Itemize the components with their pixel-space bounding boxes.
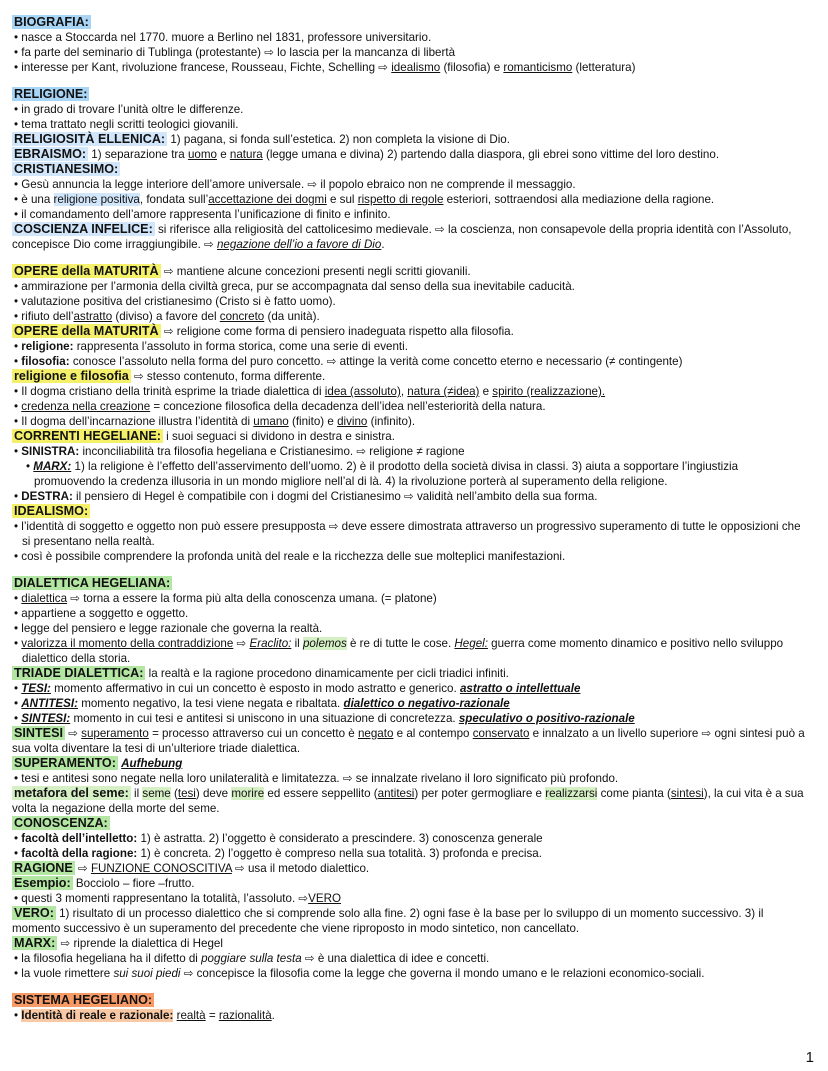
heading-conoscenza: CONOSCENZA: — [14, 816, 108, 830]
heading-religione: RELIGIONE: — [14, 87, 88, 101]
list-item: • valutazione positiva del cristianesimo (Cristo si è fatto uomo). — [14, 295, 336, 308]
list-item: • ammirazione per l’armonia della civiltà greca, pur se accompagnata dal senso della sua inevitabile caducità. — [14, 280, 575, 293]
opere-maturita-2: OPERE della MATURITÀ ⇨ religione come forma di pensiero inadeguata rispetto alla filosofia. — [14, 324, 514, 338]
religiosita-ellenica: RELIGIOSITÀ ELLENICA: 1) pagana, si fonda sull’estetica. 2) non completa la visione di Dio. — [14, 132, 510, 146]
list-item: • Gesù annuncia la legge interiore dell’amore universale. ⇨ il popolo ebraico non ne comprende il messaggio. — [14, 178, 576, 191]
list-item: • religione: rappresenta l’assoluto in forma storica, come una serie di eventi. — [14, 340, 408, 353]
list-item: • filosofia: conosce l’assoluto nella forma del puro concetto. ⇨ attinge la verità come concetto eterno e necessario (≠ contingente) — [14, 355, 683, 368]
notes-page — [12, 15, 812, 1023]
list-item: • credenza nella creazione = concezione filosofica della decadenza dell’idea nell’esteriorità della natura. — [14, 400, 546, 413]
ebraismo: EBRAISMO: 1) separazione tra uomo e natura (legge umana e divina) 2) partendo dalla diaspora, gli ebrei sono vittime del loro destino. — [14, 147, 720, 161]
religione-e-filosofia: religione e filosofia ⇨ stesso contenuto, forma differente. — [14, 369, 326, 383]
list-item: • rifiuto dell’astratto (diviso) a favore del concreto (da unità). — [14, 310, 320, 323]
list-item: • tema trattato negli scritti teologici giovanili. — [14, 118, 239, 131]
list-item: • facoltà della ragione: 1) è concreta. 2) l’oggetto è compreso nella sua totalità. 3) profonda e precisa. — [14, 847, 542, 860]
list-item: • interesse per Kant, rivoluzione francese, Rousseau, Fichte, Schelling ⇨ idealismo (filosofia) e romanticismo (letteratura) — [14, 61, 636, 74]
correnti-hegeliane: CORRENTI HEGELIANE: i suoi seguaci si dividono in destra e sinistra. — [14, 429, 395, 443]
list-item: • Identità di reale e razionale: realtà = razionalità. — [14, 1009, 275, 1022]
list-item: • TESI: momento affermativo in cui un concetto è esposto in modo astratto e generico. astratto o intellettuale — [14, 682, 581, 695]
list-item: • così è possibile comprendere la profonda unità del reale e la ricchezza delle sue molteplici manifestazioni. — [14, 550, 566, 563]
list-item: • in grado di trovare l’unità oltre le differenze. — [14, 103, 244, 116]
list-item: • MARX: 1) la religione è l’effetto dell’asservimento dell’uomo. 2) è il prodotto della società divisa in classi. 3) aiuta a sopportare l’ingiustizia promuovendo la credenza illusoria in un mondo migliore nell’al di là. 4) la rivoluzione porterà al superamento della religione. — [26, 460, 739, 488]
triade-dialettica: TRIADE DIALETTICA: la realtà e la ragione procedono dinamicamente per cicli triadici infiniti. — [14, 666, 509, 680]
list-item: • valorizza il momento della contraddizione ⇨ Eraclito: il polemos è re di tutte le cose. Hegel: guerra come momento dinamico e positivo nello sviluppo dialettico della storia. — [14, 637, 784, 665]
heading-cristianesimo: CRISTIANESIMO: — [14, 162, 119, 176]
superamento: SUPERAMENTO: Aufhebung — [14, 756, 183, 770]
list-item: • Il dogma cristiano della trinità esprime la triade dialettica di idea (assoluto), natura (≠idea) e spirito (realizzazione). — [14, 385, 606, 398]
list-item: • la vuole rimettere sui suoi piedi ⇨ concepisce la filosofia come la legge che governa il mondo umano e le relazioni economico-sociali. — [14, 967, 705, 980]
list-item: • legge del pensiero e legge razionale che governa la realtà. — [14, 622, 323, 635]
heading-idealismo: IDEALISMO: — [14, 504, 89, 518]
metafora-seme: metafora del seme: il seme (tesi) deve morire ed essere seppellito (antitesi) per poter germogliare e realizzarsi come pianta (sintesi), la cui vita è a sua volta la negazione della morte del seme. — [12, 786, 804, 815]
list-item: • Il dogma dell’incarnazione illustra l’identità di umano (finito) e divino (infinito). — [14, 415, 416, 428]
heading-dialettica: DIALETTICA HEGELIANA: — [14, 576, 171, 590]
list-item: • è una religione positiva, fondata sull’accettazione dei dogmi e sul rispetto di regole esteriori, sottraendosi alla mediazione della ragione. — [14, 193, 715, 206]
list-item: • ANTITESI: momento negativo, la tesi viene negata e ribaltata. dialettico o negativo-razionale — [14, 697, 510, 710]
list-item: • il comandamento dell’amore rappresenta l’unificazione di finito e infinito. — [14, 208, 391, 221]
list-item: • la filosofia hegeliana ha il difetto di poggiare sulla testa ⇨ è una dialettica di idee e concetti. — [14, 952, 490, 965]
list-item: • questi 3 momenti rappresentano la totalità, l’assoluto. ⇨VERO — [14, 892, 341, 905]
list-item: • l’identità di soggetto e oggetto non può essere presupposta ⇨ deve essere dimostrata attraverso un progressivo superamento di tutte le opposizioni che si presentano nella realtà. — [14, 520, 801, 548]
list-item: • fa parte del seminario di Tublinga (protestante) ⇨ lo lascia per la mancanza di libertà — [14, 46, 456, 59]
opere-maturita-1: OPERE della MATURITÀ ⇨ mantiene alcune concezioni presenti negli scritti giovanili. — [14, 264, 471, 278]
list-item: • facoltà dell’intelletto: 1) è astratta. 2) l’oggetto è considerato a prescindere. 3) conoscenza generale — [14, 832, 543, 845]
list-item: • tesi e antitesi sono negate nella loro unilateralità e limitatezza. ⇨ se innalzate rivelano il loro significato più profondo. — [14, 772, 619, 785]
page-number: 1 — [805, 1049, 814, 1066]
list-item: • SINTESI: momento in cui tesi e antitesi si uniscono in una situazione di concretezza. speculativo o positivo-razionale — [14, 712, 635, 725]
coscienza-infelice: COSCIENZA INFELICE: si riferisce alla religiosità del cattolicesimo medievale. ⇨ la coscienza, non consapevole della propria identità con l’Assoluto, concepisce Dio come irraggiungibile. ⇨ negazione dell’io a favore di Dio. — [12, 222, 792, 251]
marx: MARX: ⇨ riprende la dialettica di Hegel — [14, 936, 223, 950]
heading-sistema: SISTEMA HEGELIANO: — [14, 993, 153, 1007]
list-item: • nasce a Stoccarda nel 1770. muore a Berlino nel 1831, professore universitario. — [14, 31, 432, 44]
vero: VERO: 1) risultato di un processo dialettico che si comprende solo alla fine. 2) ogni fase è la base per lo sviluppo di un momento successivo. 3) il momento successivo è un superamento del precedente che viene riproposto in modo sintetico, non cancellato. — [12, 906, 764, 935]
list-item: • appartiene a soggetto e oggetto. — [14, 607, 189, 620]
list-item: • dialettica ⇨ torna a essere la forma più alta della conoscenza umana. (= platone) — [14, 592, 437, 605]
esempio: Esempio: Bocciolo – fiore –frutto. — [14, 876, 195, 890]
list-item: • SINISTRA: inconciliabilità tra filosofia hegeliana e Cristianesimo. ⇨ religione ≠ ragione — [14, 445, 465, 458]
sintesi: SINTESI ⇨ superamento = processo attraverso cui un concetto è negato e al contempo conservato e innalzato a un livello superiore ⇨ ogni sintesi può a sua volta diventare la tesi di un’ulteriore triade dialettica. — [12, 726, 805, 755]
list-item: • DESTRA: il pensiero di Hegel è compatibile con i dogmi del Cristianesimo ⇨ validità nell’ambito della sua forma. — [14, 490, 598, 503]
ragione: RAGIONE ⇨ FUNZIONE CONOSCITIVA ⇨ usa il metodo dialettico. — [14, 861, 370, 875]
heading-biografia: BIOGRAFIA: — [14, 15, 89, 29]
